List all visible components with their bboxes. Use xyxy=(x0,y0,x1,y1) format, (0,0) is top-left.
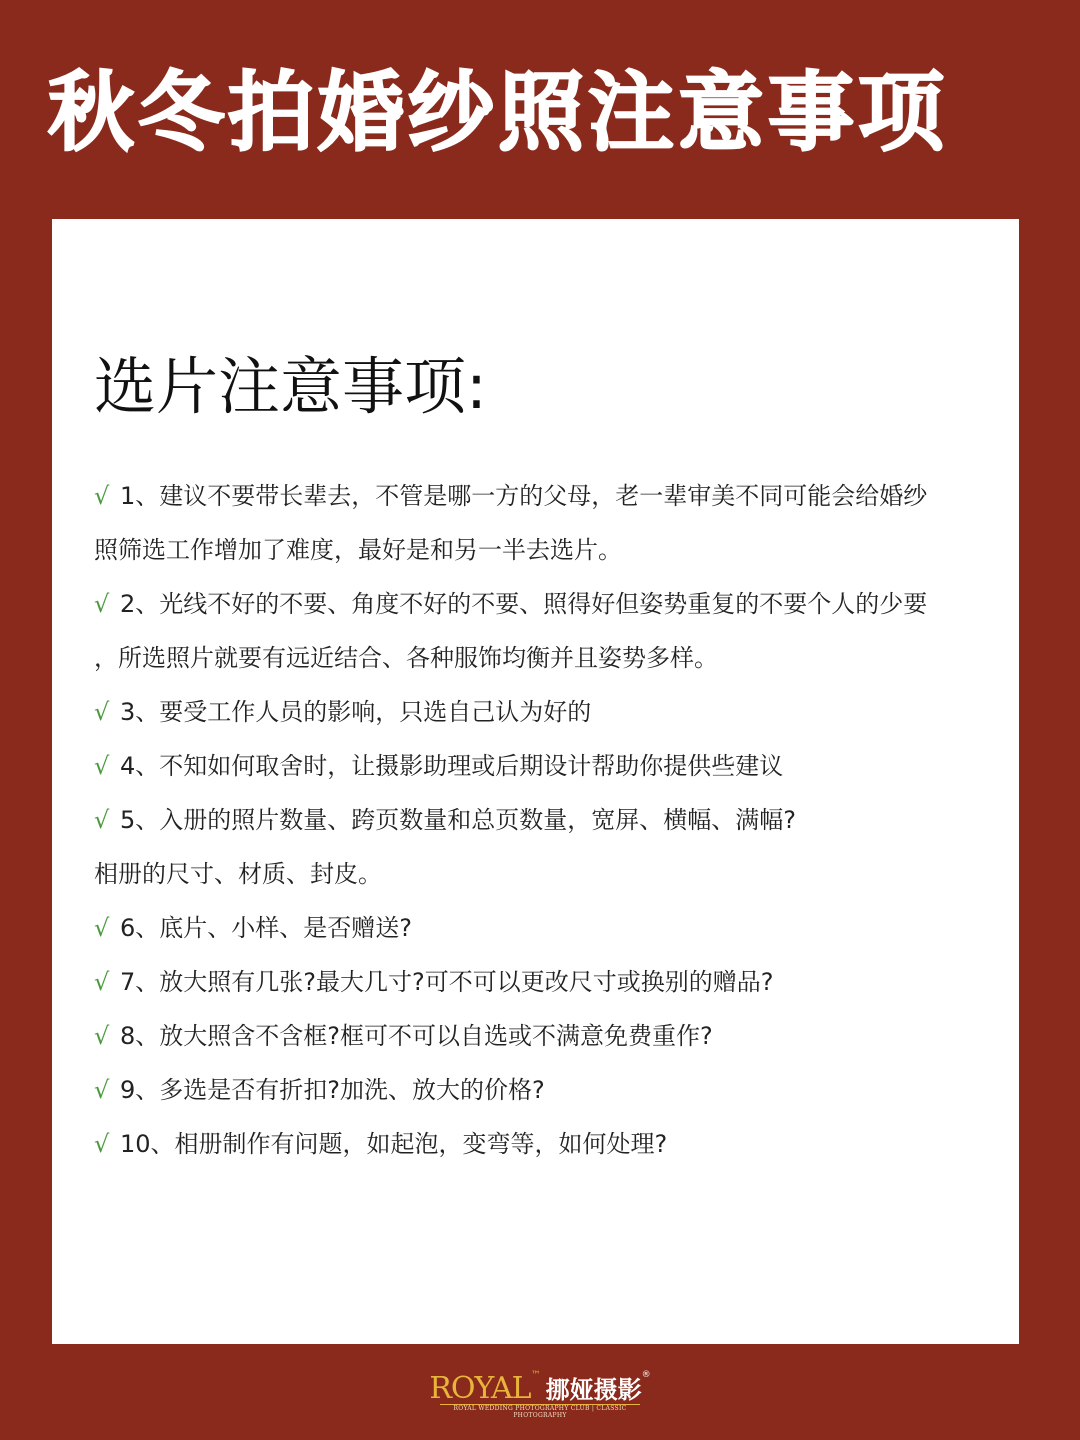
tip-text: 2、光线不好的不要、角度不好的不要、照得好但姿势重复的不要个人的少要 xyxy=(120,590,928,618)
tip-text-continued: 相册的尺寸、材质、封皮。 xyxy=(94,860,382,888)
tip-item xyxy=(94,739,994,793)
tip-list xyxy=(94,469,994,1171)
tip-text: 1、建议不要带长辈去，不管是哪一方的父母，老一辈审美不同可能会给婚纱 xyxy=(120,482,928,510)
tip-item xyxy=(94,1009,994,1063)
tip-text: 8、放大照含不含框?框可不可以自选或不满意免费重作? xyxy=(120,1022,713,1050)
brand-name: ROYAL xyxy=(429,1371,531,1406)
brand-logo xyxy=(0,1370,1080,1419)
registered-mark: ® xyxy=(641,1370,651,1380)
tip-text: 3、要受工作人员的影响，只选自己认为好的 xyxy=(120,698,592,726)
check-mark-icon: √ xyxy=(94,1022,110,1050)
tip-text-continued: ，所选照片就要有远近结合、各种服饰均衡并且姿势多样。 xyxy=(94,644,718,672)
section-heading: 选片注意事项: xyxy=(94,350,487,423)
trademark-mark: ™ xyxy=(530,1370,541,1381)
check-mark-icon: √ xyxy=(94,1076,110,1104)
check-mark-icon: √ xyxy=(94,806,110,834)
tip-item xyxy=(94,955,994,1009)
tip-text: 5、入册的照片数量、跨页数量和总页数量，宽屏、横幅、满幅? xyxy=(120,806,797,834)
check-mark-icon: √ xyxy=(94,968,110,996)
tip-item xyxy=(94,901,994,955)
check-mark-icon: √ xyxy=(94,914,110,942)
tip-text: 6、底片、小样、是否赠送? xyxy=(120,914,413,942)
check-mark-icon: √ xyxy=(94,752,110,780)
tip-text-continued: 照筛选工作增加了难度，最好是和另一半去选片。 xyxy=(94,536,622,564)
tip-item xyxy=(94,793,994,901)
tip-text: 9、多选是否有折扣?加洗、放大的价格? xyxy=(120,1076,545,1104)
check-mark-icon: √ xyxy=(94,1130,110,1158)
content-card xyxy=(52,219,1019,1344)
page-title: 秋冬拍婚纱照注意事项 xyxy=(48,63,948,163)
tip-item xyxy=(94,1063,994,1117)
tip-item xyxy=(94,469,994,577)
tip-text: 7、放大照有几张?最大几寸?可不可以更改尺寸或换别的赠品? xyxy=(120,968,774,996)
check-mark-icon: √ xyxy=(94,590,110,618)
tip-item xyxy=(94,577,994,685)
brand-logo-row xyxy=(429,1370,650,1406)
check-mark-icon: √ xyxy=(94,698,110,726)
tip-item xyxy=(94,1117,994,1171)
tip-text: 10、相册制作有问题，如起泡，变弯等，如何处理? xyxy=(120,1130,668,1158)
tip-item xyxy=(94,685,994,739)
brand-tagline: ROYAL WEDDING PHOTOGRAPHY CLUB | CLASSIC PHOTOGRAPHY xyxy=(440,1404,640,1419)
check-mark-icon: √ xyxy=(94,482,110,510)
tip-text: 4、不知如何取舍时，让摄影助理或后期设计帮助你提供些建议 xyxy=(120,752,784,780)
brand-name-chinese: 挪娅摄影 xyxy=(545,1375,642,1404)
